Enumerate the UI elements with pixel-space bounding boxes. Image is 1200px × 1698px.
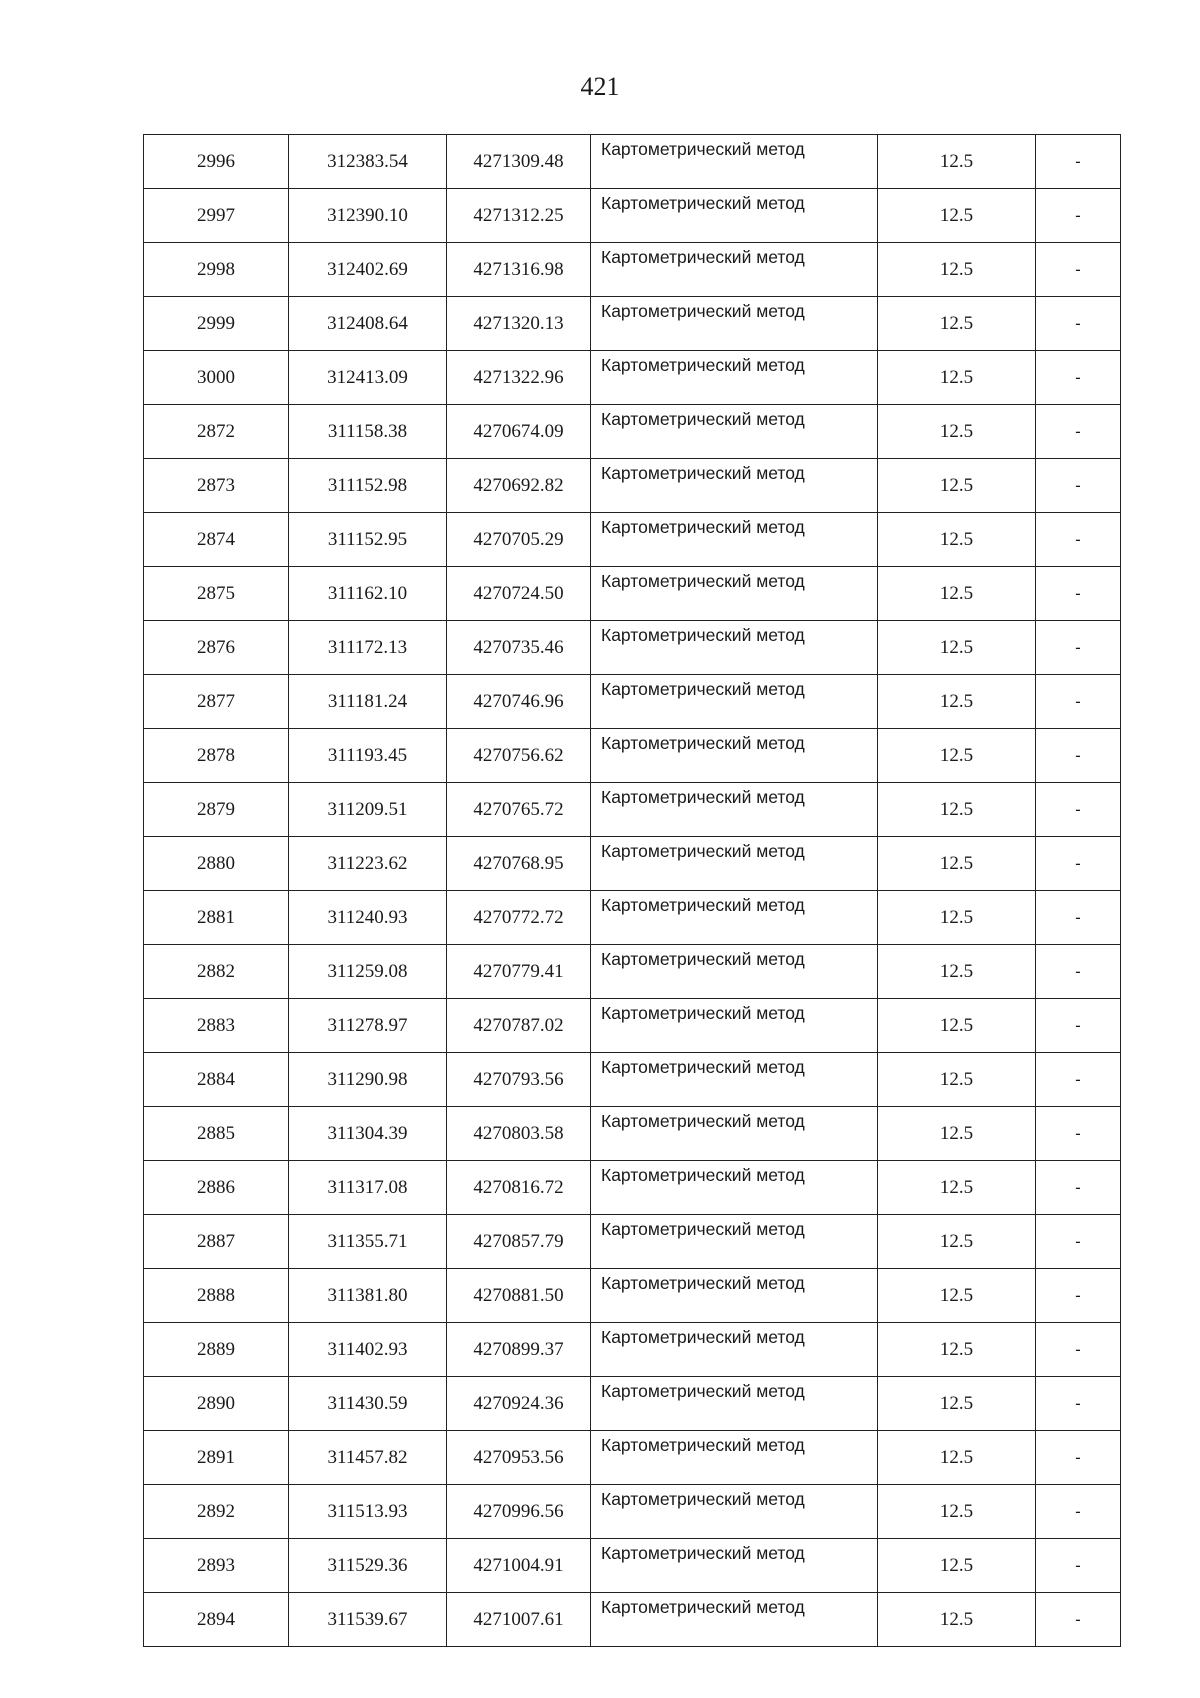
note-cell: - — [1036, 945, 1121, 999]
method-cell: Картометрический метод — [591, 1377, 878, 1431]
accuracy-cell: 12.5 — [878, 567, 1036, 621]
note-cell: - — [1036, 1107, 1121, 1161]
x-coordinate-cell: 311172.13 — [289, 621, 447, 675]
accuracy-cell: 12.5 — [878, 729, 1036, 783]
x-coordinate-cell: 311317.08 — [289, 1161, 447, 1215]
coordinates-table — [143, 134, 1121, 1647]
point-number-cell: 2999 — [144, 297, 289, 351]
accuracy-cell: 12.5 — [878, 243, 1036, 297]
y-coordinate-cell: 4271004.91 — [447, 1539, 591, 1593]
x-coordinate-cell: 311181.24 — [289, 675, 447, 729]
point-number-cell: 2874 — [144, 513, 289, 567]
accuracy-cell: 12.5 — [878, 837, 1036, 891]
x-coordinate-cell: 312402.69 — [289, 243, 447, 297]
method-cell: Картометрический метод — [591, 567, 878, 621]
y-coordinate-cell: 4270996.56 — [447, 1485, 591, 1539]
y-coordinate-cell: 4270953.56 — [447, 1431, 591, 1485]
accuracy-cell: 12.5 — [878, 945, 1036, 999]
y-coordinate-cell: 4270779.41 — [447, 945, 591, 999]
note-cell: - — [1036, 783, 1121, 837]
method-cell: Картометрический метод — [591, 1053, 878, 1107]
x-coordinate-cell: 311304.39 — [289, 1107, 447, 1161]
y-coordinate-cell: 4270857.79 — [447, 1215, 591, 1269]
method-cell: Картометрический метод — [591, 1539, 878, 1593]
accuracy-cell: 12.5 — [878, 1485, 1036, 1539]
point-number-cell: 2893 — [144, 1539, 289, 1593]
table-row — [144, 1323, 1121, 1377]
point-number-cell: 2888 — [144, 1269, 289, 1323]
note-cell: - — [1036, 1269, 1121, 1323]
table-row — [144, 1107, 1121, 1161]
method-cell: Картометрический метод — [591, 351, 878, 405]
accuracy-cell: 12.5 — [878, 1053, 1036, 1107]
note-cell: - — [1036, 1539, 1121, 1593]
x-coordinate-cell: 311529.36 — [289, 1539, 447, 1593]
y-coordinate-cell: 4270803.58 — [447, 1107, 591, 1161]
note-cell: - — [1036, 513, 1121, 567]
method-cell: Картометрический метод — [591, 459, 878, 513]
point-number-cell: 2879 — [144, 783, 289, 837]
point-number-cell: 2873 — [144, 459, 289, 513]
accuracy-cell: 12.5 — [878, 459, 1036, 513]
point-number-cell: 2890 — [144, 1377, 289, 1431]
accuracy-cell: 12.5 — [878, 189, 1036, 243]
table-row — [144, 1593, 1121, 1647]
x-coordinate-cell: 311402.93 — [289, 1323, 447, 1377]
table-row — [144, 513, 1121, 567]
table-row — [144, 1539, 1121, 1593]
point-number-cell: 2886 — [144, 1161, 289, 1215]
accuracy-cell: 12.5 — [878, 621, 1036, 675]
method-cell: Картометрический метод — [591, 243, 878, 297]
accuracy-cell: 12.5 — [878, 891, 1036, 945]
point-number-cell: 2876 — [144, 621, 289, 675]
accuracy-cell: 12.5 — [878, 1269, 1036, 1323]
accuracy-cell: 12.5 — [878, 1323, 1036, 1377]
note-cell: - — [1036, 351, 1121, 405]
accuracy-cell: 12.5 — [878, 999, 1036, 1053]
note-cell: - — [1036, 1431, 1121, 1485]
accuracy-cell: 12.5 — [878, 351, 1036, 405]
x-coordinate-cell: 311209.51 — [289, 783, 447, 837]
method-cell: Картометрический метод — [591, 621, 878, 675]
accuracy-cell: 12.5 — [878, 1107, 1036, 1161]
y-coordinate-cell: 4270787.02 — [447, 999, 591, 1053]
point-number-cell: 2875 — [144, 567, 289, 621]
note-cell: - — [1036, 891, 1121, 945]
point-number-cell: 2872 — [144, 405, 289, 459]
method-cell: Картометрический метод — [591, 405, 878, 459]
accuracy-cell: 12.5 — [878, 1161, 1036, 1215]
note-cell: - — [1036, 621, 1121, 675]
y-coordinate-cell: 4271312.25 — [447, 189, 591, 243]
accuracy-cell: 12.5 — [878, 297, 1036, 351]
table-row — [144, 405, 1121, 459]
table-row — [144, 945, 1121, 999]
y-coordinate-cell: 4271320.13 — [447, 297, 591, 351]
note-cell: - — [1036, 729, 1121, 783]
x-coordinate-cell: 311539.67 — [289, 1593, 447, 1647]
y-coordinate-cell: 4270724.50 — [447, 567, 591, 621]
note-cell: - — [1036, 1377, 1121, 1431]
y-coordinate-cell: 4271322.96 — [447, 351, 591, 405]
method-cell: Картометрический метод — [591, 1323, 878, 1377]
note-cell: - — [1036, 675, 1121, 729]
y-coordinate-cell: 4270765.72 — [447, 783, 591, 837]
point-number-cell: 2884 — [144, 1053, 289, 1107]
point-number-cell: 2996 — [144, 135, 289, 189]
x-coordinate-cell: 311381.80 — [289, 1269, 447, 1323]
x-coordinate-cell: 312383.54 — [289, 135, 447, 189]
table-row — [144, 1053, 1121, 1107]
accuracy-cell: 12.5 — [878, 513, 1036, 567]
y-coordinate-cell: 4270899.37 — [447, 1323, 591, 1377]
method-cell: Картометрический метод — [591, 1485, 878, 1539]
method-cell: Картометрический метод — [591, 1215, 878, 1269]
point-number-cell: 2885 — [144, 1107, 289, 1161]
method-cell: Картометрический метод — [591, 783, 878, 837]
y-coordinate-cell: 4270756.62 — [447, 729, 591, 783]
y-coordinate-cell: 4270816.72 — [447, 1161, 591, 1215]
method-cell: Картометрический метод — [591, 999, 878, 1053]
point-number-cell: 2880 — [144, 837, 289, 891]
y-coordinate-cell: 4270674.09 — [447, 405, 591, 459]
point-number-cell: 2883 — [144, 999, 289, 1053]
x-coordinate-cell: 311430.59 — [289, 1377, 447, 1431]
table-body — [144, 135, 1121, 1647]
table-row — [144, 189, 1121, 243]
x-coordinate-cell: 311223.62 — [289, 837, 447, 891]
table-row — [144, 1485, 1121, 1539]
point-number-cell: 2882 — [144, 945, 289, 999]
x-coordinate-cell: 312408.64 — [289, 297, 447, 351]
point-number-cell: 2881 — [144, 891, 289, 945]
table-row — [144, 1161, 1121, 1215]
method-cell: Картометрический метод — [591, 1431, 878, 1485]
x-coordinate-cell: 311513.93 — [289, 1485, 447, 1539]
table-row — [144, 351, 1121, 405]
x-coordinate-cell: 312390.10 — [289, 189, 447, 243]
x-coordinate-cell: 311278.97 — [289, 999, 447, 1053]
y-coordinate-cell: 4271007.61 — [447, 1593, 591, 1647]
table-row — [144, 243, 1121, 297]
y-coordinate-cell: 4271316.98 — [447, 243, 591, 297]
table-row — [144, 675, 1121, 729]
x-coordinate-cell: 311240.93 — [289, 891, 447, 945]
method-cell: Картометрический метод — [591, 945, 878, 999]
x-coordinate-cell: 311457.82 — [289, 1431, 447, 1485]
x-coordinate-cell: 311152.98 — [289, 459, 447, 513]
table-row — [144, 567, 1121, 621]
point-number-cell: 2877 — [144, 675, 289, 729]
method-cell: Картометрический метод — [591, 729, 878, 783]
note-cell: - — [1036, 297, 1121, 351]
method-cell: Картометрический метод — [591, 891, 878, 945]
x-coordinate-cell: 312413.09 — [289, 351, 447, 405]
x-coordinate-cell: 311193.45 — [289, 729, 447, 783]
note-cell: - — [1036, 189, 1121, 243]
table-row — [144, 999, 1121, 1053]
point-number-cell: 3000 — [144, 351, 289, 405]
y-coordinate-cell: 4270924.36 — [447, 1377, 591, 1431]
accuracy-cell: 12.5 — [878, 1539, 1036, 1593]
method-cell: Картометрический метод — [591, 189, 878, 243]
page-number: 421 — [580, 72, 620, 101]
accuracy-cell: 12.5 — [878, 135, 1036, 189]
table-row — [144, 135, 1121, 189]
accuracy-cell: 12.5 — [878, 1377, 1036, 1431]
y-coordinate-cell: 4270881.50 — [447, 1269, 591, 1323]
note-cell: - — [1036, 1593, 1121, 1647]
note-cell: - — [1036, 405, 1121, 459]
note-cell: - — [1036, 837, 1121, 891]
method-cell: Картометрический метод — [591, 1107, 878, 1161]
table-row — [144, 621, 1121, 675]
note-cell: - — [1036, 243, 1121, 297]
y-coordinate-cell: 4270692.82 — [447, 459, 591, 513]
table-row — [144, 1431, 1121, 1485]
point-number-cell: 2894 — [144, 1593, 289, 1647]
x-coordinate-cell: 311259.08 — [289, 945, 447, 999]
table-row — [144, 297, 1121, 351]
y-coordinate-cell: 4270772.72 — [447, 891, 591, 945]
note-cell: - — [1036, 135, 1121, 189]
table-row — [144, 783, 1121, 837]
method-cell: Картометрический метод — [591, 135, 878, 189]
y-coordinate-cell: 4270746.96 — [447, 675, 591, 729]
x-coordinate-cell: 311152.95 — [289, 513, 447, 567]
note-cell: - — [1036, 1485, 1121, 1539]
table-row — [144, 459, 1121, 513]
point-number-cell: 2889 — [144, 1323, 289, 1377]
method-cell: Картометрический метод — [591, 1593, 878, 1647]
accuracy-cell: 12.5 — [878, 783, 1036, 837]
accuracy-cell: 12.5 — [878, 1215, 1036, 1269]
point-number-cell: 2891 — [144, 1431, 289, 1485]
accuracy-cell: 12.5 — [878, 1593, 1036, 1647]
table-row — [144, 837, 1121, 891]
method-cell: Картометрический метод — [591, 297, 878, 351]
note-cell: - — [1036, 1215, 1121, 1269]
accuracy-cell: 12.5 — [878, 675, 1036, 729]
point-number-cell: 2887 — [144, 1215, 289, 1269]
point-number-cell: 2998 — [144, 243, 289, 297]
accuracy-cell: 12.5 — [878, 1431, 1036, 1485]
y-coordinate-cell: 4270705.29 — [447, 513, 591, 567]
note-cell: - — [1036, 999, 1121, 1053]
point-number-cell: 2892 — [144, 1485, 289, 1539]
point-number-cell: 2878 — [144, 729, 289, 783]
x-coordinate-cell: 311158.38 — [289, 405, 447, 459]
table-row — [144, 1269, 1121, 1323]
y-coordinate-cell: 4270768.95 — [447, 837, 591, 891]
note-cell: - — [1036, 1053, 1121, 1107]
method-cell: Картометрический метод — [591, 837, 878, 891]
note-cell: - — [1036, 1323, 1121, 1377]
method-cell: Картометрический метод — [591, 513, 878, 567]
note-cell: - — [1036, 1161, 1121, 1215]
x-coordinate-cell: 311162.10 — [289, 567, 447, 621]
method-cell: Картометрический метод — [591, 675, 878, 729]
table-row — [144, 1377, 1121, 1431]
method-cell: Картометрический метод — [591, 1269, 878, 1323]
table-row — [144, 729, 1121, 783]
y-coordinate-cell: 4270793.56 — [447, 1053, 591, 1107]
method-cell: Картометрический метод — [591, 1161, 878, 1215]
table-row — [144, 891, 1121, 945]
table-row — [144, 1215, 1121, 1269]
x-coordinate-cell: 311290.98 — [289, 1053, 447, 1107]
note-cell: - — [1036, 459, 1121, 513]
point-number-cell: 2997 — [144, 189, 289, 243]
y-coordinate-cell: 4271309.48 — [447, 135, 591, 189]
x-coordinate-cell: 311355.71 — [289, 1215, 447, 1269]
note-cell: - — [1036, 567, 1121, 621]
y-coordinate-cell: 4270735.46 — [447, 621, 591, 675]
accuracy-cell: 12.5 — [878, 405, 1036, 459]
